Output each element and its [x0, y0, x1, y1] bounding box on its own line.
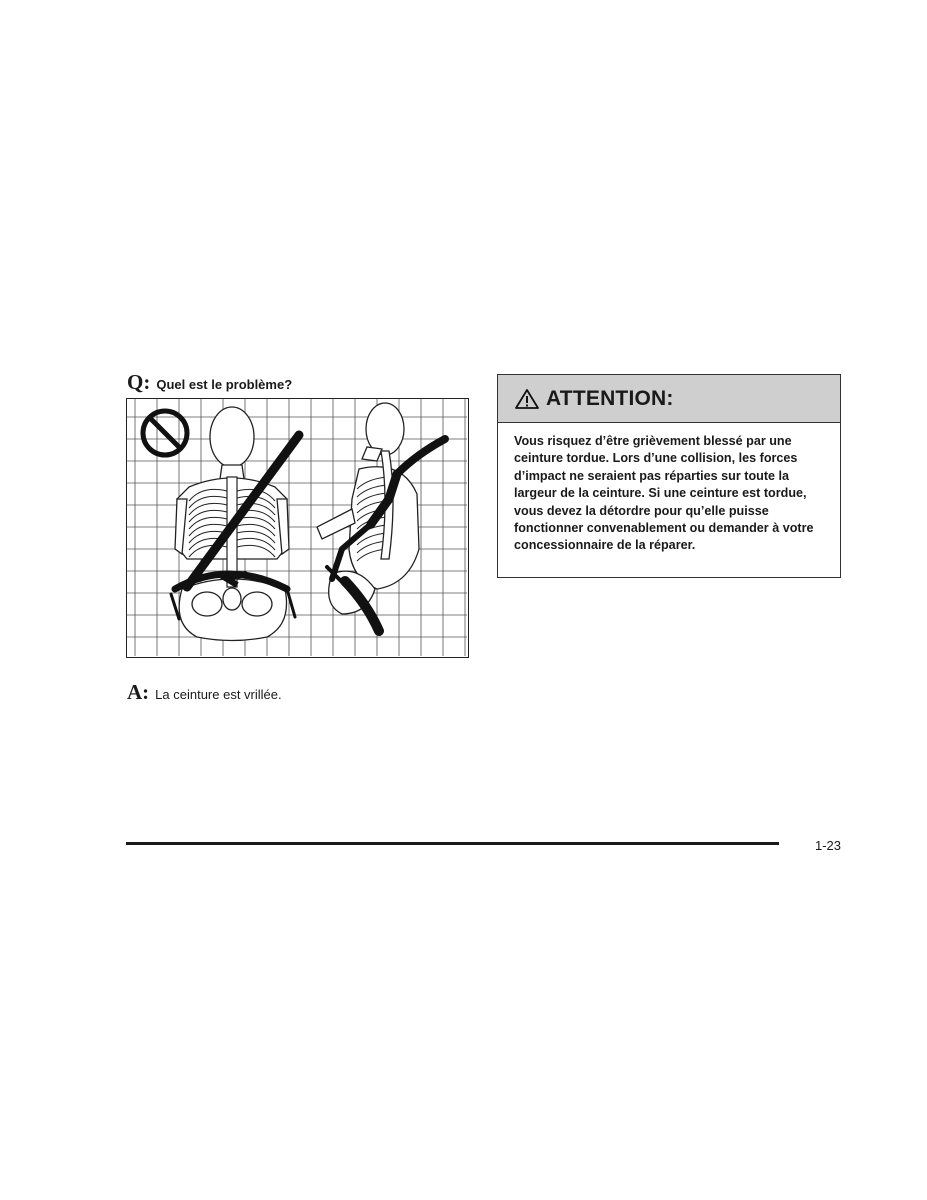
answer-line [127, 680, 282, 705]
page-number: 1-23 [815, 838, 842, 853]
question-label: Q: [127, 370, 151, 394]
answer-label: A: [127, 680, 150, 704]
footer-rule [126, 842, 779, 845]
attention-title: ATTENTION: [546, 386, 674, 410]
question-line [127, 370, 292, 395]
warning-triangle-icon [514, 388, 540, 410]
answer-text: La ceinture est vrillée. [155, 687, 282, 702]
twisted-belt-illustration [126, 398, 469, 658]
prohibited-icon [143, 411, 187, 455]
attention-header [498, 375, 840, 423]
attention-box [497, 374, 841, 578]
question-text: Quel est le problème? [156, 377, 293, 392]
attention-body: Vous risquez d’être grièvement blessé par une ceinture tordue. Lors d’une collision, les forces d’impact ne seraient pas réparties sur toute la largeur de la ceinture. Si une ceinture est tordue, vous devez la détordre pour qu’elle puisse fonctionner convenablement ou demander à votre concessionnaire de la réparer. [514, 434, 814, 553]
skeleton-side-view [317, 403, 419, 614]
